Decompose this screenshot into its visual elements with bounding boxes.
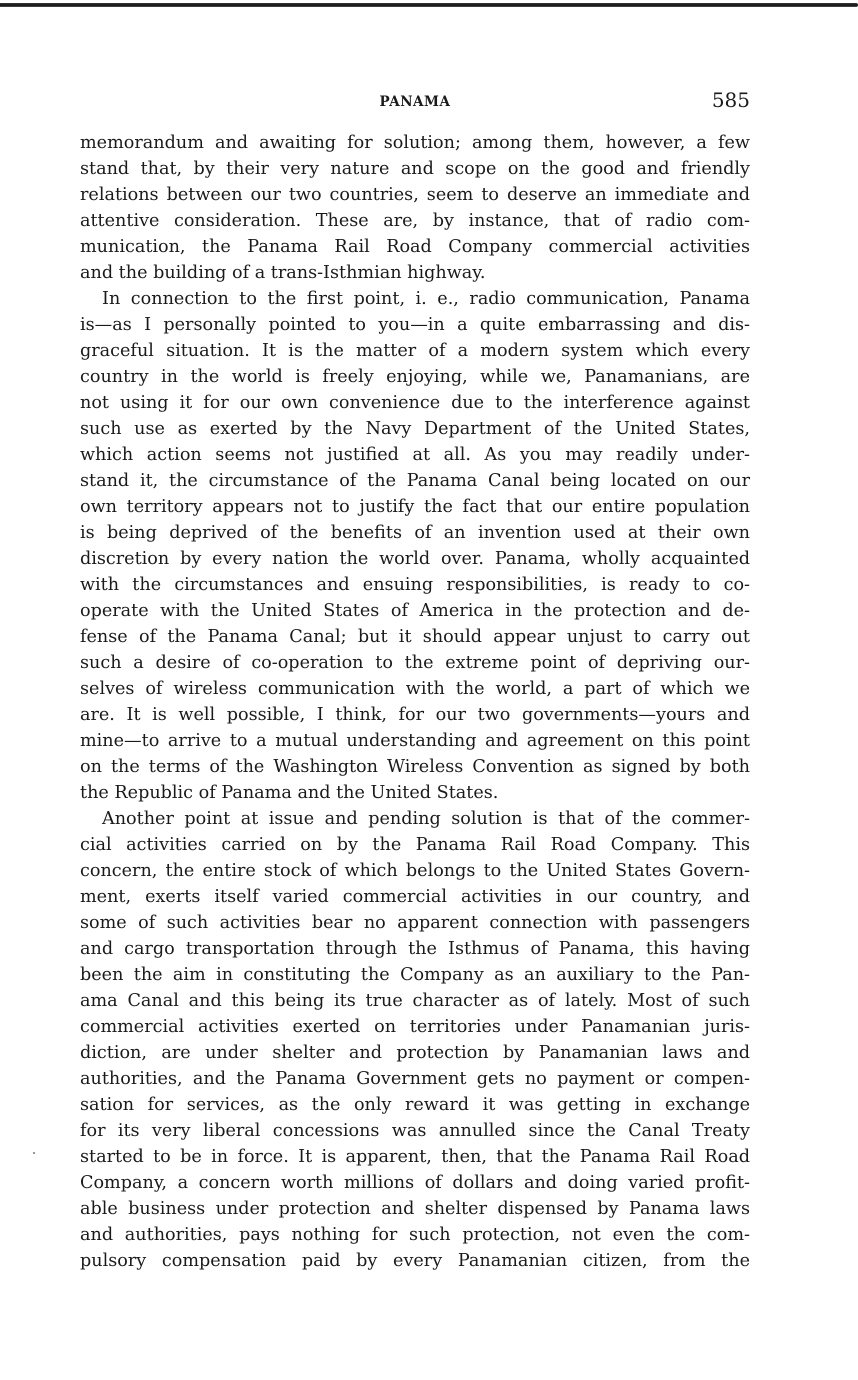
text-line: munication, the Panama Rail Road Company commercial activities: [80, 237, 750, 257]
text-line: with the circumstances and ensuing responsibilities, is ready to co-: [80, 575, 750, 595]
text-line: Another point at issue and pending solution is that of the commer-: [102, 809, 750, 829]
text-line: not using it for our own convenience due to the interference against: [80, 393, 750, 413]
running-head: [80, 88, 750, 118]
body-text: [80, 130, 750, 1274]
text-line: and cargo transportation through the Isthmus of Panama, this having: [80, 939, 750, 959]
text-line: In connection to the first point, i. e., radio communication, Panama: [102, 289, 750, 309]
text-line: such use as exerted by the Navy Department of the United States,: [80, 419, 750, 439]
text-line: commercial activities exerted on territories under Panamanian juris-: [80, 1017, 750, 1037]
text-line: on the terms of the Washington Wireless Convention as signed by both: [80, 757, 750, 777]
text-line: country in the world is freely enjoying, while we, Panamanians, are: [80, 367, 750, 387]
text-line: able business under protection and shelter dispensed by Panama laws: [80, 1199, 750, 1219]
text-line: selves of wireless communication with the world, a part of which we: [80, 679, 750, 699]
text-line: stand that, by their very nature and scope on the good and friendly: [80, 159, 750, 179]
text-line: been the aim in constituting the Company as an auxiliary to the Pan-: [80, 965, 750, 985]
text-line: ment, exerts itself varied commercial activities in our country, and: [80, 887, 750, 907]
text-line: and the building of a trans-Isthmian highway.: [80, 263, 486, 283]
text-line: started to be in force. It is apparent, then, that the Panama Rail Road: [80, 1147, 750, 1167]
text-line: mine—to arrive to a mutual understanding and agreement on this point: [80, 731, 750, 751]
page-number: 585: [711, 88, 750, 112]
text-line: such a desire of co-operation to the extreme point of depriving our-: [80, 653, 750, 673]
text-line: discretion by every nation the world over. Panama, wholly acquainted: [80, 549, 750, 569]
text-line: are. It is well possible, I think, for our two governments—yours and: [80, 705, 750, 725]
text-line: concern, the entire stock of which belongs to the United States Govern-: [80, 861, 750, 881]
margin-speck: [33, 1152, 35, 1154]
text-line: graceful situation. It is the matter of a modern system which every: [80, 341, 750, 361]
text-line: authorities, and the Panama Government gets no payment or compen-: [80, 1069, 750, 1089]
text-line: some of such activities bear no apparent connection with passengers: [80, 913, 750, 933]
text-line: own territory appears not to justify the fact that our entire population: [80, 497, 750, 517]
text-line: ama Canal and this being its true character as of lately. Most of such: [80, 991, 750, 1011]
top-border-rule: [0, 3, 858, 7]
text-line: pulsory compensation paid by every Panamanian citizen, from the: [80, 1251, 750, 1271]
text-line: cial activities carried on by the Panama Rail Road Company. This: [80, 835, 750, 855]
text-line: relations between our two countries, seem to deserve an immediate and: [80, 185, 750, 205]
text-line: for its very liberal concessions was annulled since the Canal Treaty: [80, 1121, 750, 1141]
text-line: is being deprived of the benefits of an invention used at their own: [80, 523, 750, 543]
text-line: sation for services, as the only reward it was getting in exchange: [80, 1095, 750, 1115]
text-line: attentive consideration. These are, by instance, that of radio com-: [80, 211, 750, 231]
text-line: stand it, the circumstance of the Panama Canal being located on our: [80, 471, 750, 491]
text-line: and authorities, pays nothing for such protection, not even the com-: [80, 1225, 750, 1245]
text-line: the Republic of Panama and the United States.: [80, 783, 499, 803]
text-line: which action seems not justified at all. As you may readily under-: [80, 445, 750, 465]
running-title: PANAMA: [379, 94, 451, 110]
text-line: fense of the Panama Canal; but it should appear unjust to carry out: [80, 627, 750, 647]
text-line: memorandum and awaiting for solution; among them, however, a few: [80, 133, 750, 153]
text-line: Company, a concern worth millions of dollars and doing varied profit-: [80, 1173, 750, 1193]
text-line: is—as I personally pointed to you—in a quite embarrassing and dis-: [80, 315, 750, 335]
text-line: operate with the United States of America in the protection and de-: [80, 601, 750, 621]
text-line: diction, are under shelter and protection by Panamanian laws and: [80, 1043, 750, 1063]
